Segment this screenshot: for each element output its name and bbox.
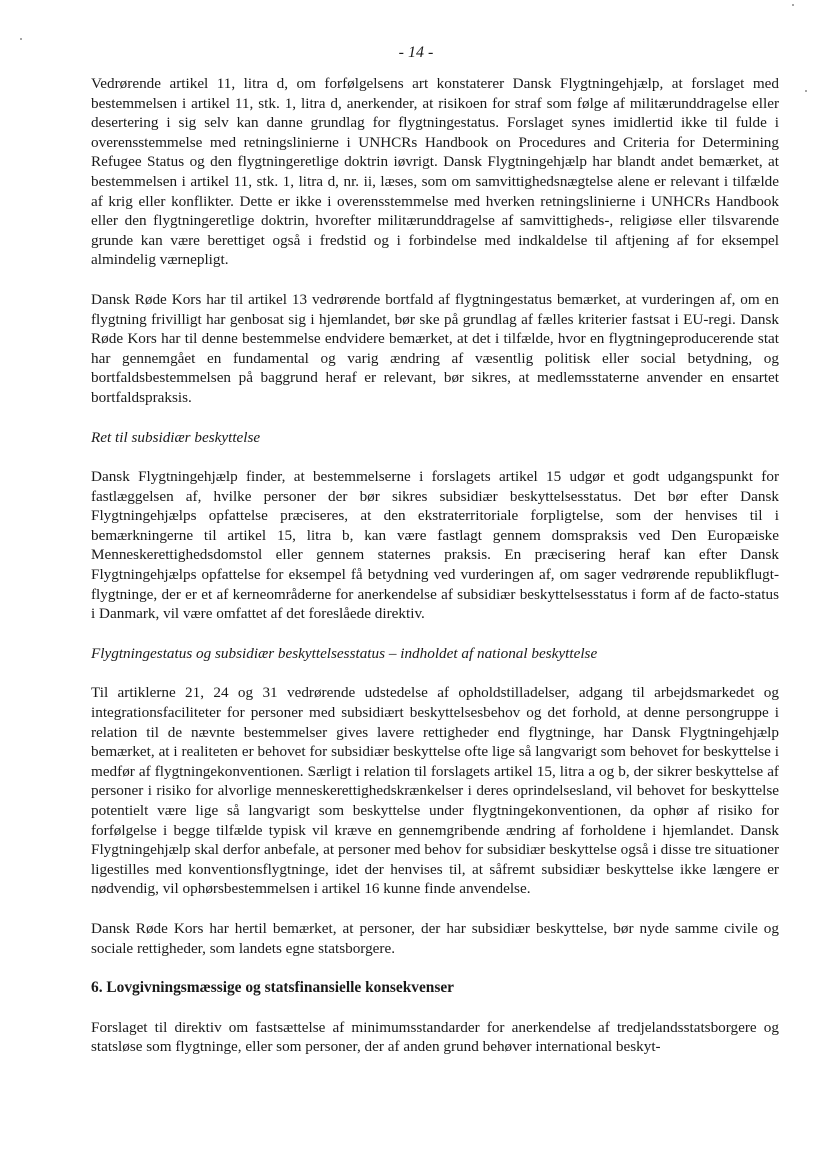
document-body — [91, 74, 779, 1077]
page-number: - 14 - — [398, 44, 434, 61]
scan-speck — [805, 90, 807, 92]
paragraph: Dansk Røde Kors har hertil bemærket, at personer, der har subsidiær beskyttelse, bør nyde samme civile og sociale rettigheder, som landets egne statsborgere. — [91, 919, 779, 957]
paragraph: Dansk Røde Kors har til artikel 13 vedrørende bortfald af flygtningestatus bemærket, at vurderingen af, om en flygtning frivilligt har genbosat sig i hjemlandet, bør ske på grundlag af fælles kriterier fastsat i EU-regi. Dansk Røde Kors har til denne bestemmelse endvidere bemærket, at det i tilfælde, hvor en flygtningeproducerende stat har gennemgået en fundamental og varig ændring af væsentlig politisk eller social betydning, og bortfaldsbestemmelsen på baggrund heraf er relevant, bør sikres, at medlemsstaterne anvender en ensartet bortfaldspraksis. — [91, 290, 779, 406]
paragraph: Vedrørende artikel 11, litra d, om forfølgelsens art konstaterer Dansk Flygtningehjælp, at forslaget med bestemmelsen i artikel 11, stk. 1, litra d, anerkender, at risikoen for straf som følge af militærunddragelse eller desertering i sig selv kan danne grundlag for flygtningestatus. Forslaget synes imidlertid ikke til fulde i overensstemmelse med retningslinierne i UNHCRs Handbook on Procedures and Criteria for Determining Refugee Status og den flygtningeretlige doktrin iøvrigt. Dansk Flygtningehjælp har blandt andet bemærket, at bestemmelsen i artikel 11, stk. 1, litra d, nr. ii, læses, som om samvittighedsnægtelse alene er relevant i tilfælde af krig eller konflikter. Dette er ikke i overensstemmelse med hverken retningslinierne i UNHCRs Handbook eller den flygtningeretlige doktrin, hvorefter militærunddragelse af samvittigheds-, religiøse eller tilsvarende grunde kan være berettiget også i fredstid og i forbindelse med indkaldelse til aftjening af for eksempel almindelig værnepligt. — [91, 75, 779, 269]
scan-speck — [792, 4, 794, 6]
section-heading: 6. Lovgivningsmæssige og statsfinansielle konsekvenser — [91, 979, 454, 997]
paragraph: Til artiklerne 21, 24 og 31 vedrørende udstedelse af opholdstilladelser, adgang til arbejdsmarkedet og integrationsfaciliteter for personer med subsidiært beskyttelsesbehov og det forhold, at denne persongruppe i relation til de nævnte bestemmelser gives lavere rettigheder end flygtninge, har Dansk Flygtningehjælp bemærket, at i realiteten er behovet for subsidiær beskyttelse ofte lige så langvarigt som behovet for beskyttelse i medfør af flygtningekonventionen. Særligt i relation til forslagets artikel 15, litra a og b, der sikrer beskyttelse af personer i risiko for alvorlige menneskerettighedskrænkelser i deres oprindelsesland, vil behovet for beskyttelse potentielt være lige så langvarigt som beskyttelse under flygtningekonventionen, da ophør af risiko for forfølgelse i begge tilfælde typisk vil kræve en gennemgribende ændring af forholdene i hjemlandet. Dansk Flygtningehjælp skal derfor anbefale, at personer med behov for subsidiær beskyttelse også i disse tre situationer ligestilles med konventionsflygtninge, idet der henvises til, at såfremt subsidiær beskyttelse ikke længere er nødvendig, vil ophørsbestemmelsen i artikel 16 kunne finde anvendelse. — [91, 684, 779, 898]
paragraph: Forslaget til direktiv om fastsættelse af minimumsstandarder for anerkendelse af tredjelandsstatsborgere og statsløse som flygtninge, eller som personer, der af anden grund behøver international beskyt- — [91, 1018, 779, 1056]
paragraph: Dansk Flygtningehjælp finder, at bestemmelserne i forslagets artikel 15 udgør et godt udgangspunkt for fastlæggelsen af, hvilke personer der bør sikres subsidiær beskyttelsesstatus. Det bør efter Dansk Flygtningehjælps opfattelse præciseres, at den ekstraterritoriale forpligtelse, som der henvises til i bemærkningerne til artikel 15, litra b, kan være fastlagt gennem domspraksis ved Den Europæiske Menneskerettighedsdomstol eller gennem staternes praksis. En præcisering heraf kan efter Dansk Flygtningehjælps opfattelse for eksempel få betydning ved vurderingen af, om sager vedrørende republikflugt-flygtninge, der er et af kerneområderne for anerkendelse af subsidiær beskyttelsesstatus i form af de facto-status i Danmark, vil være omfattet af det foreslåede direktiv. — [91, 468, 779, 623]
scan-speck — [20, 38, 22, 40]
subheading: Flygtningestatus og subsidiær beskyttelsesstatus – indholdet af national beskyttelse — [91, 644, 598, 662]
subheading: Ret til subsidiær beskyttelse — [91, 428, 261, 446]
